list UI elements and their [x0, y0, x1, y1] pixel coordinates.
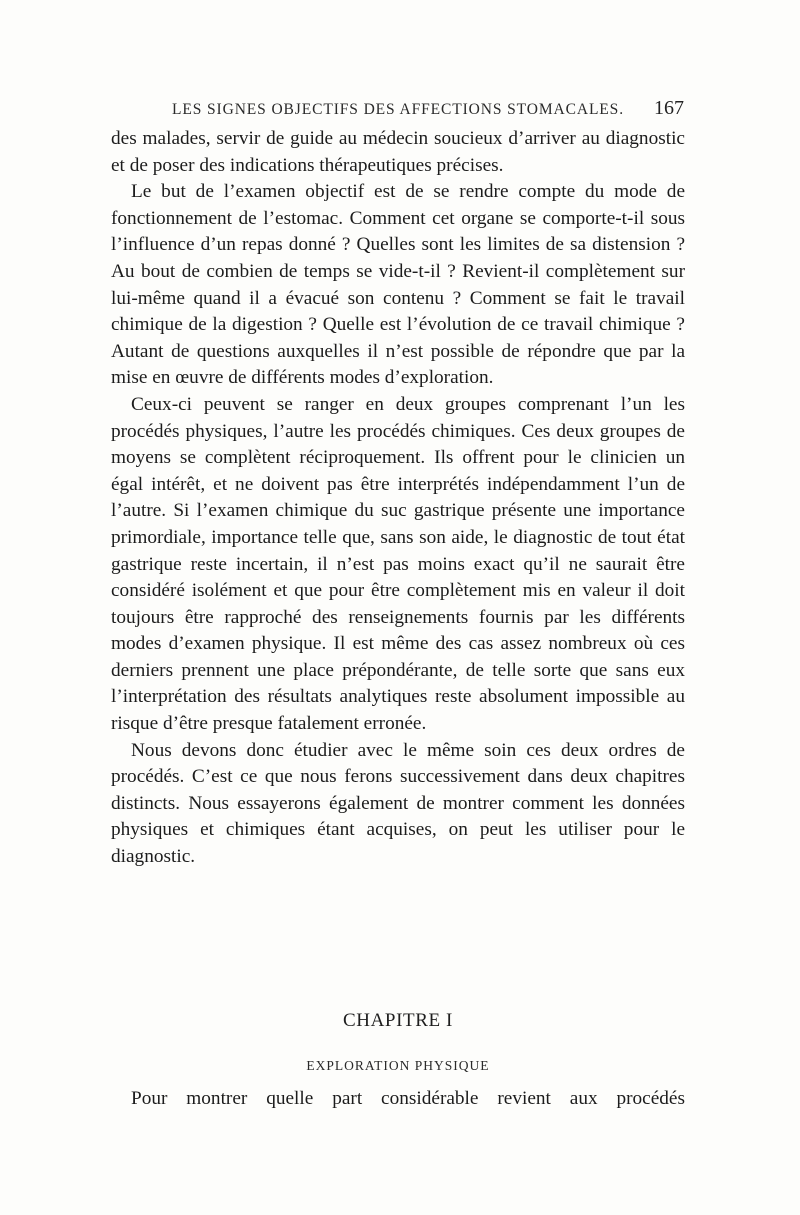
- body-text: [111, 126, 685, 871]
- running-title: LES SIGNES OBJECTIFS DES AFFECTIONS STOMACALES.: [172, 101, 624, 118]
- paragraph: Ceux-ci peuvent se ranger en deux groupes comprenant l’un les procédés physiques, l’autre les procédés chimiques. Ces deux groupes de moyens se complètent réciproquement. Ils offrent pour le clinicien un égal intérêt, et ne doivent pas être interprétés indépendamment l’un de l’autre. Si l’examen chimique du suc gastrique présente une importance primordiale, importance telle que, sans son aide, le diagnostic de tout état gastrique reste incertain, il n’est pas moins exact qu’il ne saurait être considéré isolément et que pour être complètement mis en valeur il doit toujours être rapproché des renseignements fournis par les différents modes d’examen physique. Il est même des cas assez nombreux où ces derniers prennent une place prépondérante, de telle sorte que sans eux l’interprétation des résultats analytiques reste absolument impossible au risque d’être presque fatalement erronée.: [111, 393, 685, 735]
- paragraph: des malades, servir de guide au médecin soucieux d’arriver au diagnostic et de poser des indications thérapeutiques précises.: [111, 128, 685, 176]
- running-header: [112, 97, 684, 125]
- paragraph: Nous devons donc étudier avec le même soin ces deux ordres de procédés. C’est ce que nous ferons successivement dans deux chapitres distincts. Nous essayerons également de montrer comment les données physiques et chimiques étant acquises, on peut les utiliser pour le diagnostic.: [111, 739, 685, 868]
- page-number: 167: [654, 97, 684, 119]
- section-heading: EXPLORATION PHYSIQUE: [306, 1058, 490, 1073]
- chapter-heading: CHAPITRE I: [343, 1010, 453, 1031]
- chapter-first-line: Pour montrer quelle part considérable revient aux procédés: [131, 1088, 685, 1109]
- paragraph: Le but de l’examen objectif est de se rendre compte du mode de fonctionnement de l’estomac. Comment cet organe se comporte-t-il sous l’influence d’un repas donné ? Quelles sont les limites de sa distension ? Au bout de combien de temps se vide-t-il ? Revient-il complètement sur lui-même quand il a évacué son contenu ? Comment se fait le travail chimique de la digestion ? Quelle est l’évolution de ce travail chimique ? Autant de questions auxquelles il n’est possible de répondre que par la mise en œuvre de différents modes d’exploration.: [111, 181, 685, 389]
